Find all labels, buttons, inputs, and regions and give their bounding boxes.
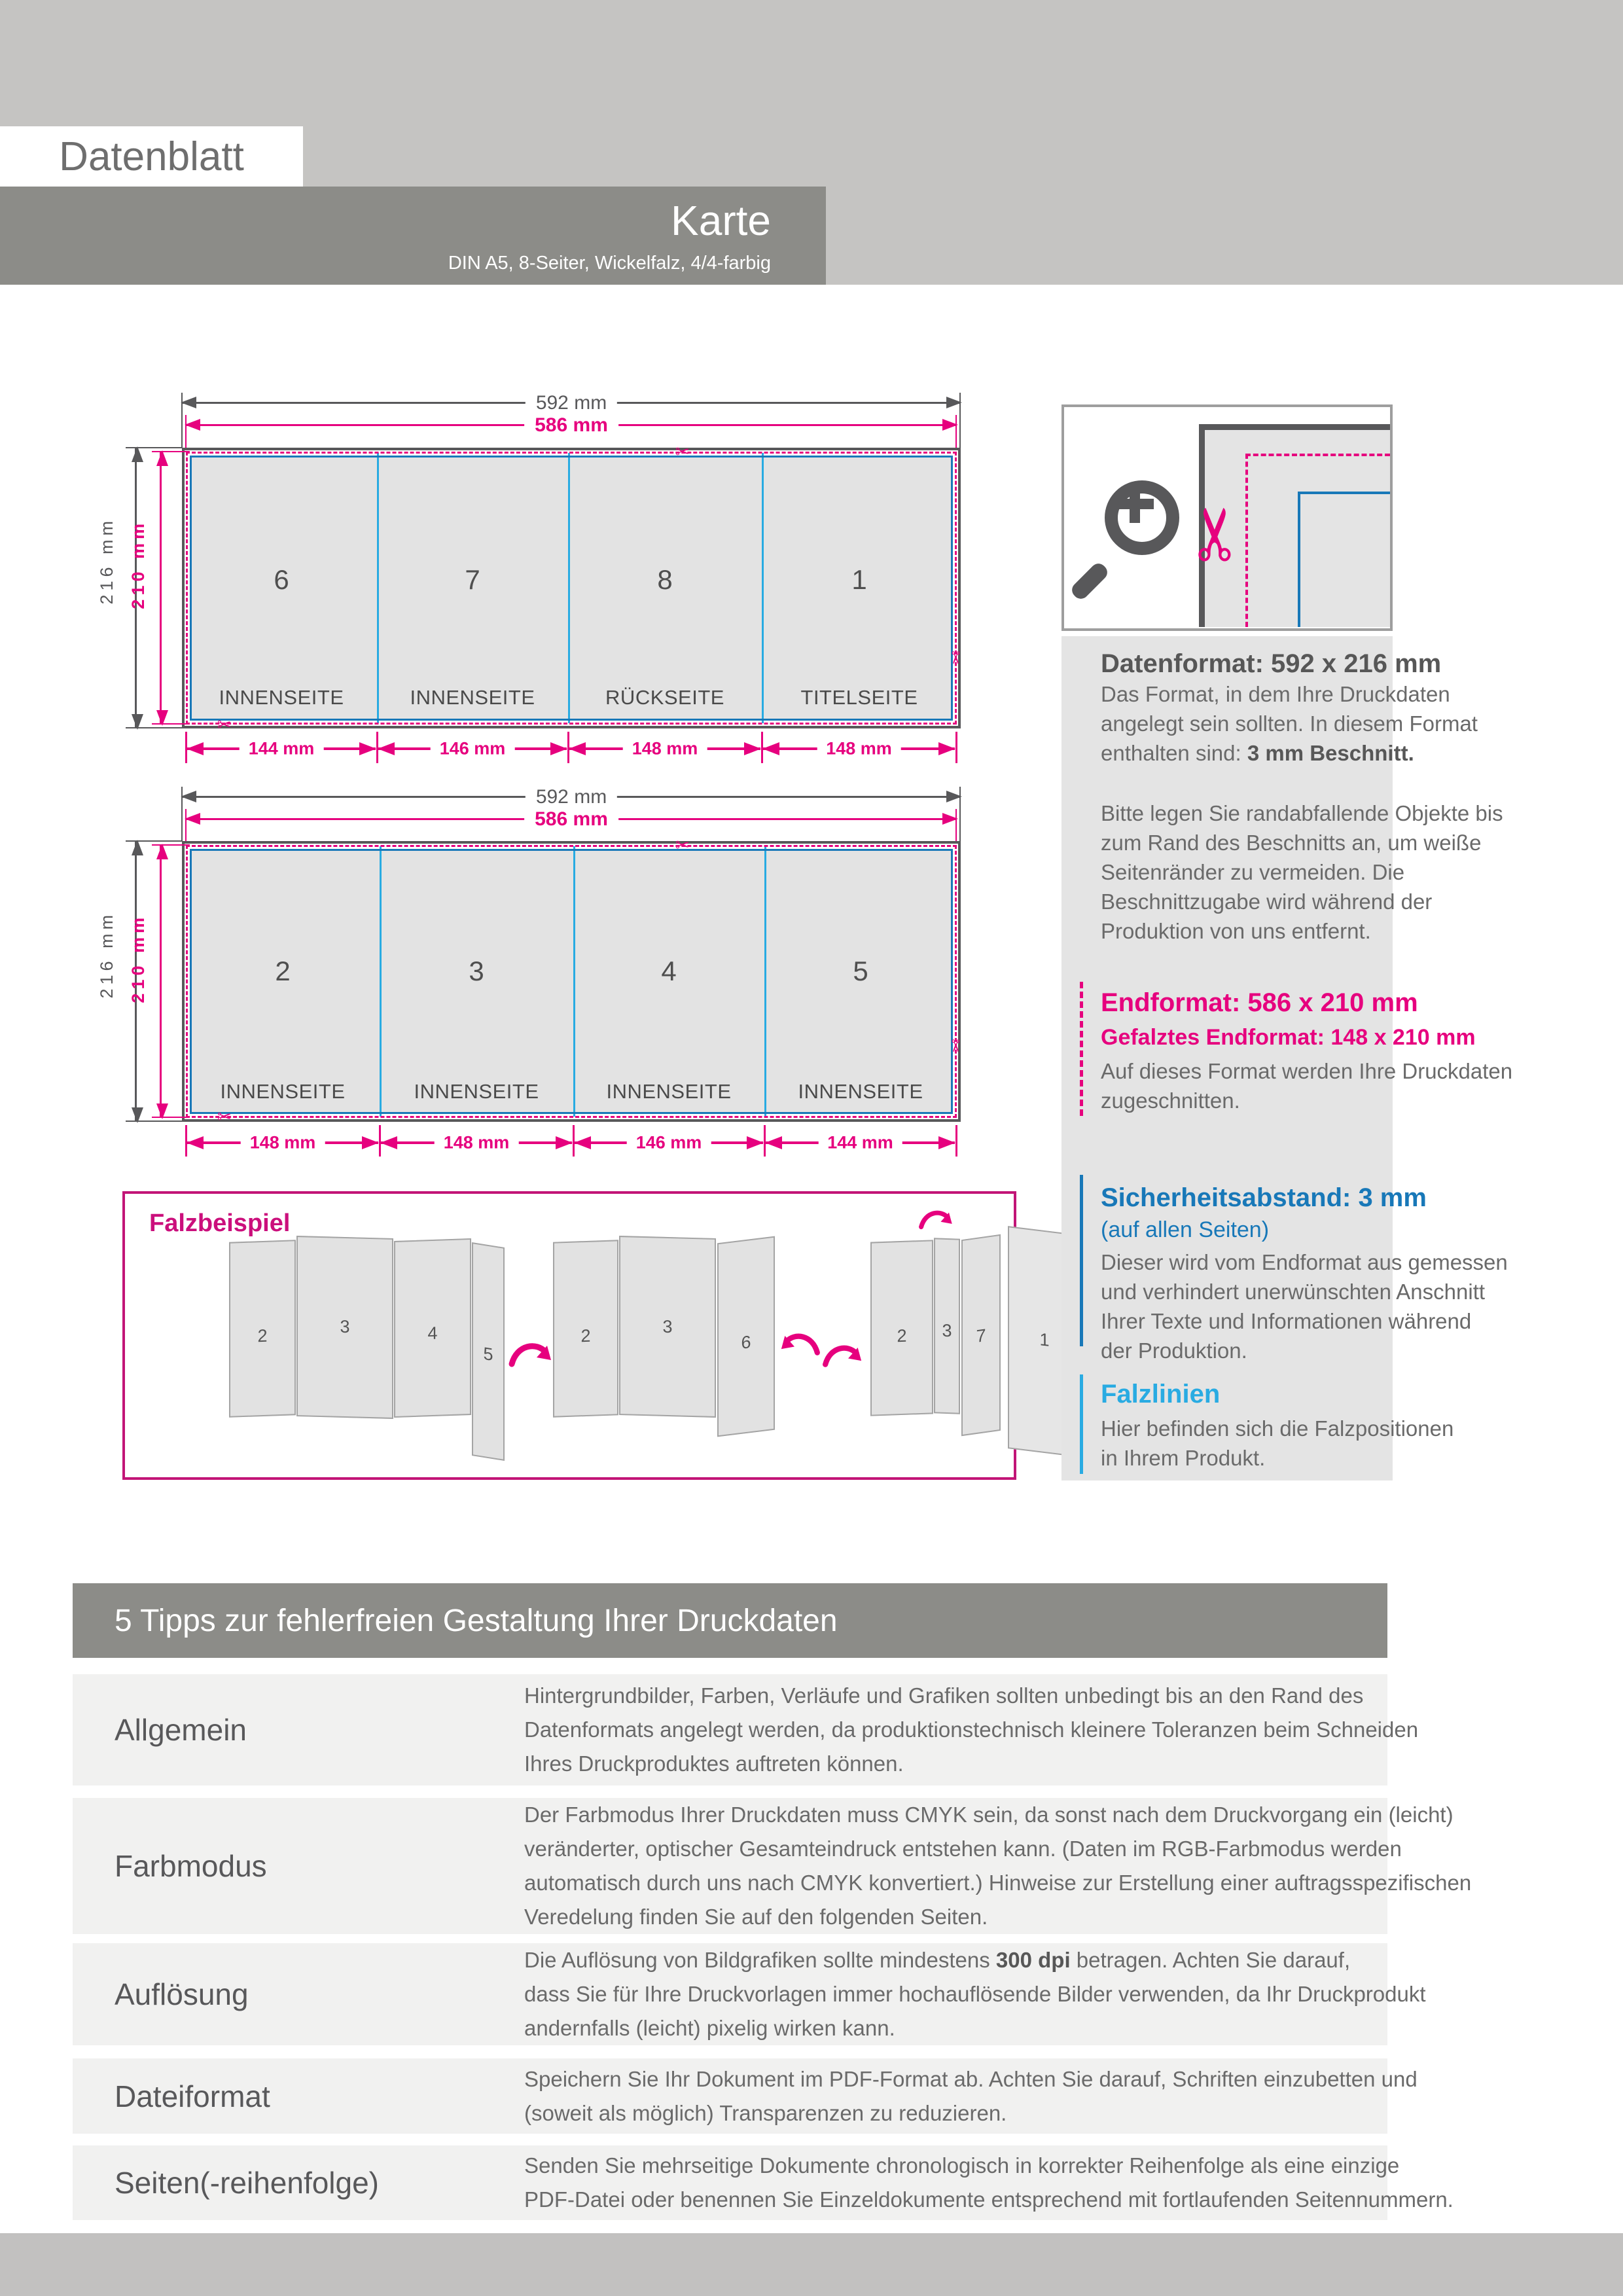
sheet2-panel-side-label: INNENSEITE [220,1080,346,1103]
tip-row-label: Allgemein [115,1713,247,1747]
magnifier-plus-icon [1105,480,1179,555]
foldline-legend-line [1080,1374,1083,1474]
fold-panel-number: 4 [427,1323,438,1344]
sheet2-panel-side-label: INNENSEITE [606,1080,732,1103]
tip-row-label: Seiten(-reihenfolge) [115,2166,380,2200]
panel-width-label: 144 mm [240,739,324,759]
sheet2-panel-side-label: INNENSEITE [414,1080,539,1103]
safety-text: Ihrer Texte und Informationen während [1101,1309,1472,1333]
fold-panel-number: 2 [580,1325,591,1346]
tip-row-text [524,2149,1454,2217]
sheet1-end-width-label: 586 mm [524,414,618,437]
tip-line-part: betragen. Achten Sie darauf, [1070,1948,1351,1972]
fold-panel [553,1240,618,1417]
tip-line: veränderter, optischer Gesamteindruck entstehen kann. (Daten im RGB-Farbmodus werden [524,1837,1402,1861]
sheet2-panel-number: 4 [661,956,677,986]
extension-line [152,1117,190,1118]
tip-line: PDF-Datei oder benennen Sie Einzeldokumente entsprechend mit fortlaufenden Seitennummern. [524,2187,1454,2212]
sheet2-panel-number: 2 [275,956,291,986]
magnifier-plus-icon [1130,485,1140,523]
footer-band [0,2233,1623,2296]
dataformat-text [1101,738,1414,768]
scissors-icon: ✂ [1176,503,1257,565]
sheet1-panel-width-dimension [569,738,760,759]
sheet2-end-width-dimension [186,808,957,830]
extension-line [126,447,182,448]
safety-legend-line [1080,1175,1083,1346]
sheet1-panel-side-label: INNENSEITE [219,686,344,709]
fold-panel [717,1236,775,1437]
sheet2-end-width-label: 586 mm [524,808,618,831]
extension-line [185,415,187,452]
tip-row-label: Auflösung [115,1977,249,2011]
fold-direction-arrow-icon [915,1204,954,1233]
fold-direction-arrow-icon [780,1326,823,1360]
fold-panel-number: 2 [257,1325,268,1346]
extension-line [181,787,183,842]
safety-text: der Produktion. [1101,1338,1247,1363]
endformat-legend-line [1080,982,1083,1116]
extension-line [181,393,183,448]
bleed-hint-text: Produktion von uns entfernt. [1101,919,1371,943]
sheet2-total-height-label: 216 mm [97,911,116,999]
fold-panel-number: 7 [976,1325,986,1347]
sheet1-panel-side-label: RÜCKSEITE [605,686,724,709]
fold-panel [870,1240,933,1416]
fold-panel-number: 3 [942,1320,952,1341]
safety-heading: Sicherheitsabstand: 3 mm [1101,1183,1427,1212]
dataformat-heading: Datenformat: 592 x 216 mm [1101,649,1442,678]
sheet1-end-height-label: 210 mm [128,520,148,609]
tip-row-farbmodus [73,1798,1472,1934]
sheet1-panel-side-label: INNENSEITE [410,686,535,709]
extension-line [955,415,957,452]
tip-row-text [524,2062,1418,2130]
panel-width-label: 146 mm [431,739,515,759]
fold-panel-number: 3 [662,1316,673,1337]
sheet1-panel-side-label: TITELSEITE [800,686,918,709]
panel-width-label: 144 mm [818,1133,902,1153]
extension-line [126,1121,182,1122]
tip-line: Der Farbmodus Ihrer Druckdaten muss CMYK sein, da sonst nach dem Druckvorgang ein (leicht) [524,1803,1454,1827]
sheet1-panel-number: 1 [851,564,867,595]
page-subtitle: DIN A5, 8-Seiter, Wickelfalz, 4/4-farbig [448,252,771,274]
extension-line [152,844,190,846]
safety-text: und verhindert unerwünschten Anschnitt [1101,1280,1486,1304]
extension-line [959,787,961,842]
tip-row-text [524,1943,1426,2045]
sheet1-endformat-rect [186,452,957,725]
sheet2-panel-width-dimension [187,1132,378,1153]
sheet2-panel-number: 5 [853,956,868,986]
dpi-bold-text: 300 dpi [995,1948,1071,1972]
fold-direction-arrow-icon [819,1338,863,1372]
tips-header-bar [73,1583,1387,1658]
sheet1-total-width-label: 592 mm [526,392,617,414]
fold-panel [619,1236,716,1418]
sheet2-panel-width-dimension [766,1132,955,1153]
tip-line: Ihres Druckproduktes auftreten können. [524,1751,904,1776]
tip-line: automatisch durch uns nach CMYK konvertiert.) Hinweise zur Erstellung einer auftragsspezifischen [524,1871,1472,1895]
extension-line [152,451,190,452]
tip-row-aufloesung [73,1943,1426,2045]
fold-panel [472,1242,505,1461]
fold-panel-number: 2 [897,1325,907,1346]
fold-panel [394,1238,471,1418]
tip-line: Senden Sie mehrseitige Dokumente chronologisch in korrekter Reihenfolge als eine einzige [524,2153,1400,2178]
cut-mark-scissors-icon: ✂ [217,1107,232,1126]
sheet1-panel-number: 6 [274,564,289,595]
endformat-heading: Endformat: 586 x 210 mm [1101,988,1418,1017]
fold-direction-arrow-icon [505,1335,552,1372]
product-title-bar [0,187,826,285]
cut-mark-scissors-icon: ✂ [675,835,690,855]
panel-width-label: 148 mm [817,739,901,759]
sheet1-panel-number: 8 [657,564,673,595]
sheet2-panel-side-label: INNENSEITE [798,1080,923,1103]
fold-panel [229,1240,296,1418]
bleed-hint-text: zum Rand des Beschnitts an, um weiße [1101,831,1482,855]
sheet1-panel-width-dimension [378,738,567,759]
tip-row-label: Farbmodus [115,1849,267,1883]
sheet1-panel-width-dimension [763,738,955,759]
tip-line: Speichern Sie Ihr Dokument im PDF-Format ab. Achten Sie darauf, Schriften einzubetten und [524,2066,1418,2091]
panel-width-label: 148 mm [241,1133,325,1153]
bleed-hint-text: Bitte legen Sie randabfallende Objekte bis [1101,801,1503,825]
fold-example-title: Falzbeispiel [149,1210,291,1237]
extension-line [126,840,182,842]
tips-heading: 5 Tipps zur fehlerfreien Gestaltung Ihrer Druckdaten [115,1603,838,1638]
sheet1-panel-width-dimension [187,738,376,759]
tip-line: Hintergrundbilder, Farben, Verläufe und Grafiken sollten unbedingt bis an den Rand des [524,1683,1364,1708]
sheet2-endformat-rect [186,845,957,1118]
folded-endformat-subheading: Gefalztes Endformat: 148 x 210 mm [1101,1025,1476,1050]
extension-line [955,809,957,846]
tip-line-part: Die Auflösung von Bildgrafiken sollte mindestens [524,1948,996,1972]
safety-subheading: (auf allen Seiten) [1101,1217,1270,1242]
endformat-text: zugeschnitten. [1101,1088,1240,1113]
tip-row-dateiformat [73,2058,1418,2134]
cut-mark-scissors-icon: ✂ [945,1039,965,1053]
fold-panel [934,1238,960,1414]
fold-tick [955,732,957,763]
sheet2-total-width-label: 592 mm [526,786,617,808]
datenblatt-label: Datenblatt [59,134,244,179]
page-title: Karte [671,196,771,244]
dataformat-text: angelegt sein sollten. In diesem Format [1101,711,1478,736]
extension-line [152,723,190,725]
tip-line: andernfalls (leicht) pixelig wirken kann. [524,2016,895,2040]
cut-mark-scissors-icon: ✂ [217,715,232,734]
cut-mark-scissors-icon: ✂ [945,651,965,665]
tip-line: dass Sie für Ihre Druckvorlagen immer hochauflösende Bilder verwenden, da Ihr Druckprodukt [524,1982,1426,2006]
foldlines-text: Hier befinden sich die Falzpositionen [1101,1416,1454,1441]
sheet2-total-width-dimension [182,786,961,808]
extension-line [959,393,961,448]
tip-line: Veredelung finden Sie auf den folgenden Seiten. [524,1905,988,1929]
dataformat-text-part: enthalten sind: [1101,741,1247,765]
fold-panel [961,1234,1001,1436]
bleed-bold-text: 3 mm Beschnitt. [1247,741,1414,765]
extension-line [185,809,187,846]
sheet2-panel-width-dimension [381,1132,572,1153]
panel-width-label: 148 mm [435,1133,519,1153]
sheet1-total-height-label: 216 mm [97,517,116,605]
sheet2-end-height-dimension [160,845,162,1118]
extension-line [126,727,182,728]
fold-panel-number: 6 [741,1332,751,1353]
sheet1-end-height-dimension [160,452,162,725]
tip-line: Datenformats angelegt werden, da produktionstechnisch kleinere Toleranzen beim Schneiden [524,1717,1419,1742]
fold-tick [955,1125,957,1157]
tip-row-text [524,1679,1418,1781]
sheet2-end-height-label: 210 mm [128,914,148,1003]
tip-line: (soweit als möglich) Transparenzen zu reduzieren. [524,2100,1007,2125]
panel-width-label: 148 mm [623,739,707,759]
fold-panel-number: 1 [1039,1329,1050,1350]
sheet1-total-width-dimension [182,392,961,414]
safety-text: Dieser wird vom Endformat aus gemessen [1101,1250,1508,1274]
fold-panel [296,1236,393,1419]
bleed-hint-text: Seitenränder zu vermeiden. Die [1101,860,1405,884]
panel-width-label: 146 mm [627,1133,711,1153]
fold-panel-number: 3 [340,1316,350,1337]
endformat-text: Auf dieses Format werden Ihre Druckdaten [1101,1059,1513,1083]
dataformat-text: Das Format, in dem Ihre Druckdaten [1101,682,1450,706]
sheet2-panel-number: 3 [469,956,484,986]
tip-line [524,1943,1426,1977]
fold-panel-number: 5 [483,1343,493,1365]
tip-row-seitenreihenfolge [73,2145,1454,2220]
tip-row-label: Dateiformat [115,2079,270,2113]
sheet1-panel-number: 7 [465,564,480,595]
bleed-hint-text: Beschnittzugabe wird während der [1101,889,1433,914]
detail-safety-corner [1298,492,1390,627]
sheet1-end-width-dimension [186,414,957,436]
tip-row-allgemein [73,1674,1419,1785]
tip-row-text [524,1798,1471,1934]
foldlines-text: in Ihrem Produkt. [1101,1446,1266,1470]
datenblatt-box [0,126,303,187]
foldlines-heading: Falzlinien [1101,1380,1221,1408]
sheet2-panel-width-dimension [575,1132,763,1153]
cut-mark-scissors-icon: ✂ [675,442,690,461]
